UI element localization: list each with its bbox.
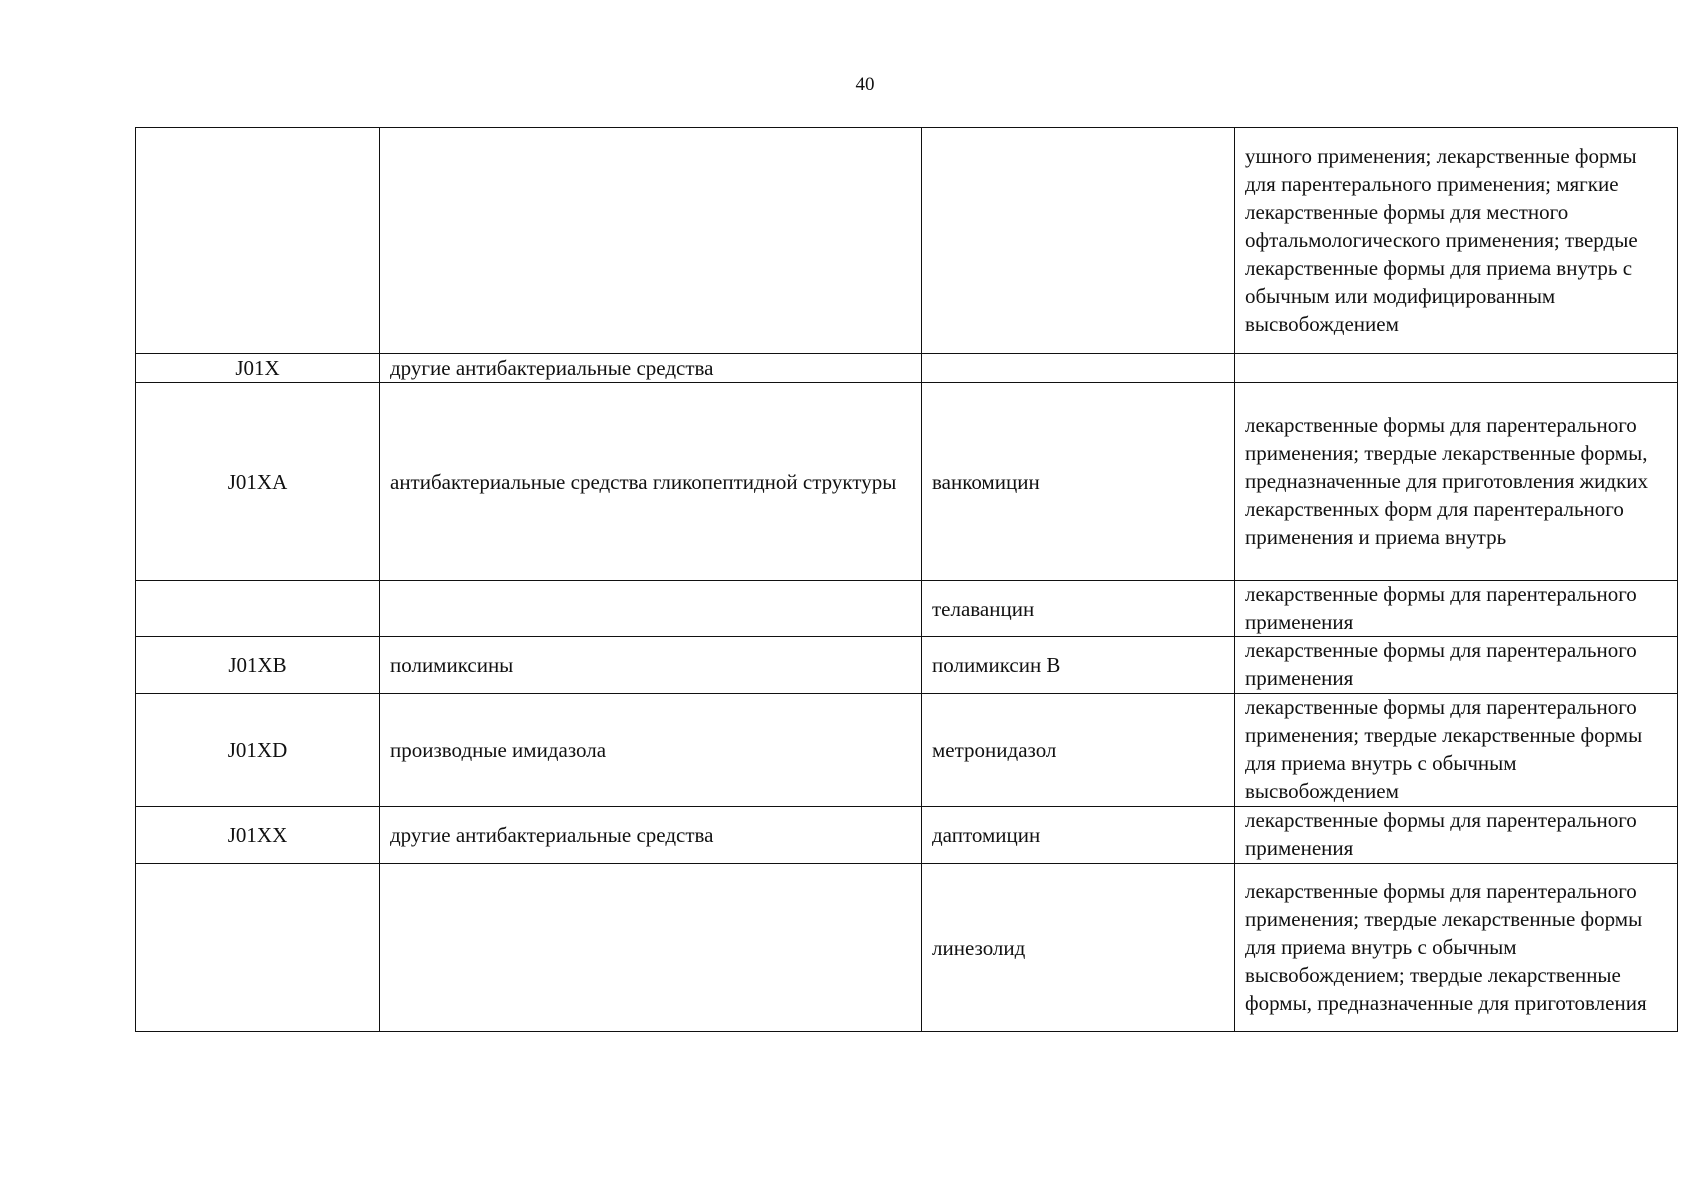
dosage-forms-cell xyxy=(1235,128,1678,354)
dosage-forms-cell xyxy=(1235,637,1678,694)
dosage-forms-cell xyxy=(1235,864,1678,1032)
atc-code-cell: J01XA xyxy=(136,383,380,581)
dosage-forms-cell xyxy=(1235,807,1678,864)
atc-code-cell: J01XD xyxy=(136,694,380,807)
atc-code-cell xyxy=(136,581,380,637)
dosage-forms-text: лекарственные формы для парентерального применения xyxy=(1245,638,1637,690)
drug-name-cell: ванкомицин xyxy=(922,383,1235,581)
atc-code-cell: J01XX xyxy=(136,807,380,864)
table-row xyxy=(136,383,1678,581)
drug-name-cell: полимиксин В xyxy=(922,637,1235,694)
table-row xyxy=(136,354,1678,383)
table-row xyxy=(136,637,1678,694)
group-name-cell: антибактериальные средства гликопептидной структуры xyxy=(380,383,922,581)
table-row xyxy=(136,694,1678,807)
dosage-forms-text: лекарственные формы для парентерального применения xyxy=(1245,581,1637,634)
drug-name-cell: даптомицин xyxy=(922,807,1235,864)
table-row xyxy=(136,128,1678,354)
table-row xyxy=(136,864,1678,1032)
dosage-forms-text: лекарственные формы для парентерального применения; твердые лекарственные формы, предназначенные для приготовления жидких лекарственных форм для парентерального применения и приема внутрь xyxy=(1245,412,1649,549)
table-row xyxy=(136,807,1678,864)
drug-name-cell: метронидазол xyxy=(922,694,1235,807)
atc-code-cell xyxy=(136,128,380,354)
group-name-cell: другие антибактериальные средства xyxy=(380,354,922,383)
drug-table xyxy=(135,127,1678,1032)
atc-code-cell: J01X xyxy=(136,354,380,383)
atc-code-cell: J01XB xyxy=(136,637,380,694)
dosage-forms-cell xyxy=(1235,354,1678,383)
dosage-forms-cell xyxy=(1235,383,1678,581)
drug-name-cell xyxy=(922,128,1235,354)
group-name-cell: полимиксины xyxy=(380,637,922,694)
drug-name-cell: телаванцин xyxy=(922,581,1235,637)
group-name-cell: производные имидазола xyxy=(380,694,922,807)
dosage-forms-cell xyxy=(1235,581,1678,637)
dosage-forms-text: лекарственные формы для парентерального применения; твердые лекарственные формы для приема внутрь с обычным высвобождением xyxy=(1245,695,1643,803)
dosage-forms-text: ушного применения; лекарственные формы для парентерального применения; мягкие лекарственные формы для местного офтальмологического применения; твердые лекарственные формы для приема внутрь с обычным или модифицированным высвобождением xyxy=(1245,143,1638,336)
group-name-cell xyxy=(380,581,922,637)
group-name-cell xyxy=(380,128,922,354)
dosage-forms-text: лекарственные формы для парентерального применения; твердые лекарственные формы для приема внутрь с обычным высвобождением; твердые лекарственные формы, предназначенные для приготовления xyxy=(1245,878,1647,1015)
dosage-forms-text: лекарственные формы для парентерального применения xyxy=(1245,808,1637,860)
page-number: 40 xyxy=(855,74,875,95)
group-name-cell: другие антибактериальные средства xyxy=(380,807,922,864)
drug-name-cell: линезолид xyxy=(922,864,1235,1032)
dosage-forms-cell xyxy=(1235,694,1678,807)
group-name-cell xyxy=(380,864,922,1032)
table-row xyxy=(136,581,1678,637)
atc-code-cell xyxy=(136,864,380,1032)
drug-name-cell xyxy=(922,354,1235,383)
